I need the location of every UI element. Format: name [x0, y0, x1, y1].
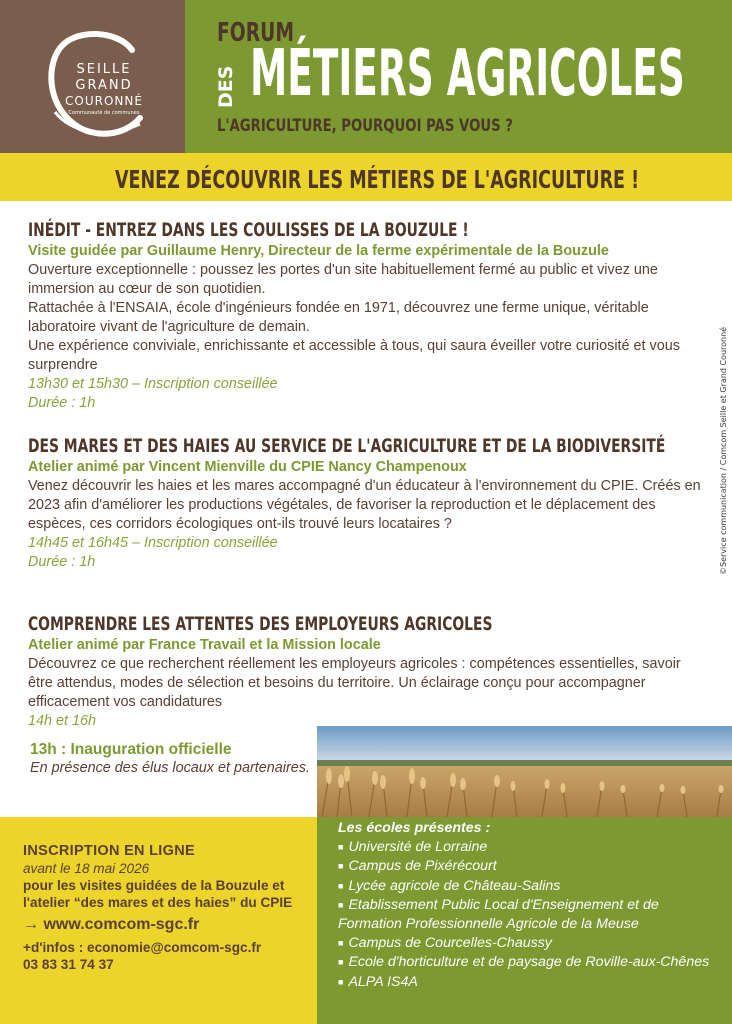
section-title: INÉDIT - ENTREZ DANS LES COULISSES DE LA BOUZULE !: [28, 219, 469, 241]
inauguration-title: 13h : Inauguration officielle: [30, 741, 232, 758]
section-subtitle: Atelier animé par France Travail et la Mission locale: [28, 637, 381, 653]
school-item: ■ Université de Lorraine: [338, 839, 488, 856]
registration-website-row: [23, 916, 313, 933]
bullet-icon: ■: [338, 938, 344, 949]
registration-block: [0, 817, 317, 1024]
section-duration: Durée : 1h: [28, 395, 96, 411]
logo-line4: Communauté de communes: [68, 110, 140, 116]
des-label: DES: [215, 65, 237, 108]
registration-title: INSCRIPTION EN LIGNE: [23, 843, 195, 859]
school-item: ■ Lycée agricole de Château-Salins: [338, 877, 561, 894]
school-item: ■ Etablissement Public Local d'Enseignement et de Formation Professionnelle Agricole de la Meuse: [338, 896, 659, 933]
registration-desc: pour les visites guidées de la Bouzule et l'atelier “des mares et des haies” du CPIE: [23, 878, 293, 910]
logo-line1: SEILLE: [76, 62, 132, 77]
section-paragraph: Venez découvrir les haies et les mares accompagné d'un éducateur à l'environnement du CPIE. Créés en 2023 afin d'améliorer les productions végétales, de favoriser la reproduction et le déplacement des espèces, ces corridors écologiques ont-ils trouvé leurs locataires ?: [28, 478, 701, 532]
school-item: ■ Ecole d'horticulture et de paysage de Roville-aux-Chênes: [338, 954, 710, 971]
bullet-icon: ■: [338, 880, 344, 891]
registration-date: avant le 18 mai 2026: [23, 861, 150, 876]
section-paragraph: Ouverture exceptionnelle : poussez les portes d'un site habituellement fermé au public et vivez une immersion au cœur de son quotidien.: [28, 262, 658, 297]
inauguration-subtitle: En présence des élus locaux et partenaires.: [30, 760, 310, 776]
section-paragraph: Une expérience conviviale, enrichissante et accessible à tous, qui saura éveiller votre curiosité et vous surprendre: [28, 338, 680, 373]
logo-block: [0, 0, 185, 153]
bullet-icon: ■: [338, 842, 344, 853]
section-time: 14h45 et 16h45 – Inscription conseillée: [28, 535, 278, 551]
section-bouzule: [28, 218, 708, 413]
section-subtitle: Atelier animé par Vincent Mienville du CPIE Nancy Champenoux: [28, 459, 467, 475]
section-title: COMPRENDRE LES ATTENTES DES EMPLOYEURS AGRICOLES: [28, 613, 493, 635]
photo-credit: ©Service communication / Comcom Seille et Grand Couronné: [719, 326, 728, 575]
school-item: ■ Campus de Pixérécourt: [338, 858, 497, 875]
bullet-icon: ■: [338, 899, 344, 910]
section-employeurs: [28, 612, 708, 731]
schools-block: [317, 817, 732, 1024]
bullet-icon: ■: [338, 861, 344, 872]
banner-text: VENEZ DÉCOUVRIR LES MÉTIERS DE L'AGRICULTURE !: [115, 165, 640, 194]
website-link[interactable]: www.comcom-sgc.fr: [43, 916, 200, 933]
title-block: [185, 0, 732, 153]
section-time: 13h30 et 15h30 – Inscription conseillée: [28, 376, 278, 392]
section-duration: Durée : 1h: [28, 554, 96, 570]
section-title: DES MARES ET DES HAIES AU SERVICE DE L'AGRICULTURE ET DE LA BIODIVERSITÉ: [28, 435, 666, 457]
section-time: 14h et 16h: [28, 713, 97, 729]
page-title: MÉTIERS AGRICOLES: [250, 37, 685, 111]
forum-label: FORUM: [217, 18, 294, 48]
inauguration: [30, 740, 310, 778]
school-item: ■ ALPA IS4A: [338, 973, 418, 990]
schools-title: Les écoles présentes :: [338, 820, 491, 836]
logo-line3: COURONNÉ: [65, 94, 143, 108]
banner: [0, 153, 732, 201]
schools-list: [338, 817, 718, 992]
tagline: L'AGRICULTURE, POURQUOI PAS VOUS ?: [217, 116, 513, 136]
wheat-field-photo: [317, 726, 732, 817]
section-subtitle: Visite guidée par Guillaume Henry, Directeur de la ferme expérimentale de la Bouzule: [28, 243, 609, 259]
wheat-field-image: [317, 726, 732, 817]
logo-line2: GRAND: [75, 78, 133, 93]
section-mares-haies: [28, 434, 708, 572]
registration-content: [23, 843, 313, 973]
bullet-icon: ■: [338, 957, 344, 968]
section-paragraph: Découvrez ce que recherchent réellement les employeurs agricoles : compétences essentielles, savoir être attendus, modes de sélection et besoins du territoire. Un éclairage conçu pour accompagner efficacement vos candidatures: [28, 656, 681, 710]
school-item: ■ Campus de Courcelles-Chaussy: [338, 935, 552, 952]
section-paragraph: Rattachée à l'ENSAIA, école d'ingénieurs fondée en 1971, découvrez une ferme unique, véritable laboratoire vivant de l'agriculture de demain.: [28, 300, 649, 335]
arrow-right-icon: →: [23, 916, 39, 933]
bullet-icon: ■: [338, 976, 344, 987]
contact-email[interactable]: +d'infos : economie@comcom-sgc.fr: [23, 940, 262, 955]
contact-phone[interactable]: 03 83 31 74 37: [23, 957, 114, 972]
